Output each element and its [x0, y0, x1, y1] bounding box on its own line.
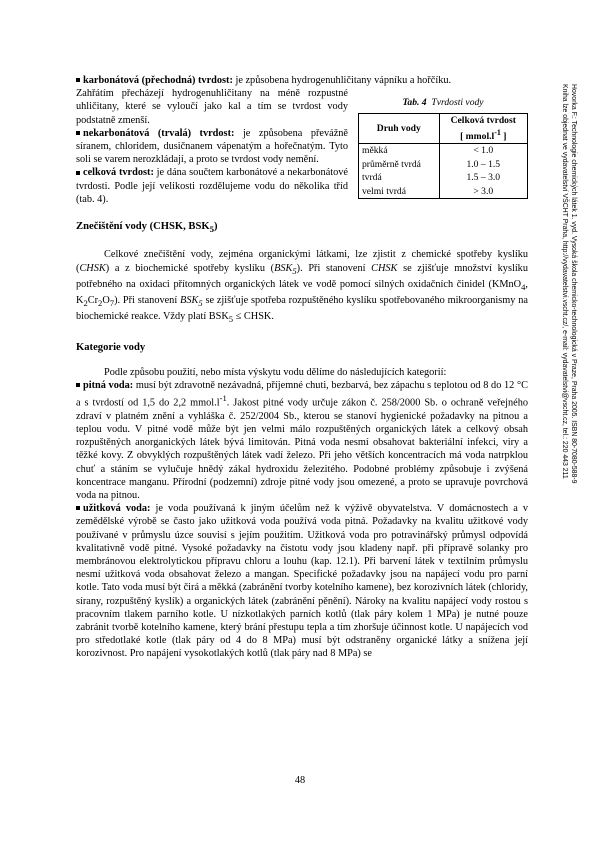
total-term: celková tvrdost:	[83, 167, 154, 179]
text-run: , K	[76, 278, 528, 307]
table-caption-label: Tab. 4	[402, 97, 427, 108]
bullet-square-icon	[76, 78, 80, 82]
hardness-table-box	[358, 96, 528, 199]
hardness-table	[358, 113, 528, 199]
total-text: je dána součtem karbonátové a nekarbonátové tvrdosti. Podle její velikosti rozdělujeme vodu do několika tříd (tab. 4).	[76, 167, 348, 205]
text-run: je voda používaná k jiným účelům než k výživě obyvatelstva. V domácnostech a v zemědělské výrobě se často jako užitková voda používá voda pitná. Požadavky na kvalitu užitkové vody používané v průmyslu úzce souvisí s jejím použitím. Užitková voda pro potravinářský průmysl odpovídá kvalitativně vodě pitné. Vysoké požadavky na čistotu vody jsou kladeny např. při přípravě solanky pro membránovou elektrolytickou přípravu chloru a louhu (kap. 12.1). Při barvení látek v textilním průmyslu nesmí užitková voda obsahovat železo a mangan. Specifické požadavky jsou na napájecí vodu pro parní kotle. Tato voda musí být čirá a měkká (zabránění tvorby kotelního kamene), bez korozivních látek (chloridy, sírany, rozpuštěný kyslík) a organických látek (zabránění pěnění). Nároky na kvalitu napájecí vody rostou s pracovním tlakem parního kotle. U nízkotlakých parních kotlů (tlak páry kolem 1 MPa) je nutné pouze zabránit tvorbě kotelního kamene, který brání přestupu tepla a tím zhoršuje účinnost kotle. U napájecích vod pro středotlaké kotle (tlak páry od 4 do 8 MPa) musí být odstraněny organické látky a snížena její korozivnost. Pro napájení vysokotlakých kotlů (tlak páry nad 8 MPa) se	[76, 503, 529, 660]
text-run: ). Při stanovení	[296, 262, 372, 274]
text-italic: CHSK	[79, 262, 106, 274]
utility-water-term: užitková voda:	[83, 503, 151, 515]
table-cell-value: > 3.0	[439, 185, 527, 199]
categories-heading: Kategorie vody	[76, 341, 146, 353]
text-run: . Jakost pitné vody určuje zákon č. 258/2000 Sb. o ochraně veřejného zdraví v platném znění a vyhláška č. 252/2004 Sb., kterou se stanoví hygienické požadavky na pitnou a teplou vodu. V pitné vodě může být jen velmi málo rozpuštěných organických látek a celkový obsah rozpuštěných anorganických látek bývá limitován. Pitná voda nesmí obsahovat bakteriální infekci, viry a těžké kovy. Z obvyklých rozpuštěných látek vadí železo. Při jeho větších koncentracích má voda natrpklou chuť a stáním se vylučuje hnědý zákal hydroxidu železitého. Podobné problémy způsobuje i zvýšená koncentrace manganu. Přírodní (podzemní) zdroje pitné vody jsou omezené, a proto se upravuje povrchová voda na pitnou.	[76, 397, 528, 501]
text-run: musí být zdravotně nezávadná, příjemné chuti, bezbarvá, bez zápachu s teplotou od 8 do 12 °C a s tvrdostí od 1,5 do 2,2 mmol.l	[76, 379, 528, 409]
table-row	[359, 144, 528, 158]
table-cell-value: 1.5 – 3.0	[439, 171, 527, 185]
total-hardness-paragraph	[76, 166, 348, 206]
table-caption-text: Tvrdosti vody	[431, 97, 484, 108]
text-run: se zjišťuje množství kyslíku potřebného na oxidaci přítomných organických látek ve vodě pomocí silných oxidačních činidel (KMnO	[76, 262, 528, 290]
table-header-total	[439, 114, 527, 144]
bullet-square-icon	[76, 506, 80, 510]
text-run: se zjišťuje spotřeba rozpuštěného kyslíku spotřebovaného mikroorganismy na biochemické reakce. Vždy platí BSK	[76, 295, 528, 323]
pollution-heading-end: )	[214, 221, 218, 233]
table-cell-kind: tvrdá	[359, 171, 440, 185]
citation-line-1: Hovorka F.: Technologie chemických látek 1. vyd. Vysoká škola chemicko-technologická v Praze, Praha 2005. ISBN 80-7080-588-9	[570, 84, 577, 484]
noncarbonate-hardness-paragraph	[76, 127, 348, 167]
text-run: ) a z biochemické spotřeby kyslíku (	[105, 262, 275, 274]
text-sub: 5	[228, 314, 234, 325]
text-run: O	[102, 295, 110, 307]
table-header-unit: [ mmol.l	[460, 130, 495, 142]
text-sub: 5	[198, 298, 203, 309]
text-sub: 4	[521, 281, 526, 292]
text-sub: 5	[292, 265, 297, 276]
text-sup: -1	[219, 393, 227, 404]
noncarbonate-text: je způsobena převážně síranem, chloridem, dusičnanem vápenatým a hořečnatým. Tyto soli se varem nerozkládají, a proto se tvrdost vody nemění.	[76, 127, 348, 166]
page-body	[76, 74, 528, 661]
pollution-heading-sub: 5	[209, 224, 215, 235]
text-italic	[180, 295, 203, 309]
text-italic: CHSK	[371, 262, 398, 274]
table-row	[359, 171, 528, 185]
wrapped-text-zone	[76, 87, 348, 206]
carbonate-continuation: Zahřátím přecházejí hydrogenuhličitany na méně rozpustné uhličitany, které se vyloučí jako kal a tím se tvrdost vody podstatně zmenší.	[76, 88, 348, 126]
text-sub: 2	[98, 298, 103, 309]
text-run: Celkové znečištění vody, zejména organickými látkami, lze zjistit z chemické spotřeby kyslíku (	[76, 249, 528, 274]
carbonate-term: karbonátová (přechodná) tvrdost:	[83, 75, 233, 86]
table-cell-kind: průměrně tvrdá	[359, 158, 440, 172]
table-header-total-label: Celková tvrdost	[450, 115, 516, 127]
table-cell-value: < 1.0	[439, 144, 527, 158]
noncarbonate-term: nekarbonátová (trvalá) tvrdost:	[83, 127, 235, 139]
carbonate-text: je způsobena hydrogenuhličitany vápníku a hořčíku.	[232, 75, 452, 86]
categories-intro: Podle způsobu použití, nebo místa výskytu vodu dělíme do následujících kategorií:	[104, 366, 447, 378]
text-sub: 2	[83, 298, 88, 309]
citation-line-2: Kniha lze objednat ve vydavatelství VŠCHT Praha, http://vydavatelstvi.vscht.cz/, e-mail: vydavatelstvi@vscht.cz, tel.: 220 443 211	[561, 84, 569, 479]
table-caption	[358, 96, 528, 109]
text-run: ≤ CHSK.	[233, 311, 274, 323]
table-cell-kind: velmi tvrdá	[359, 185, 440, 199]
text-italic	[274, 263, 297, 274]
table-cell-kind: měkká	[359, 144, 440, 158]
page-number: 48	[294, 775, 306, 786]
text-run: BSK	[274, 262, 293, 274]
drinking-water-paragraph	[76, 379, 528, 502]
text-run: Cr	[87, 295, 99, 307]
table-cell-value: 1.0 – 1.5	[439, 158, 527, 172]
table-header-kind: Druh vody	[359, 114, 440, 144]
utility-water-paragraph	[76, 502, 528, 660]
side-citation	[560, 84, 577, 544]
bullet-square-icon	[76, 171, 80, 175]
drinking-water-term: pitná voda:	[83, 379, 134, 391]
bullet-square-icon	[76, 383, 80, 387]
pollution-heading	[76, 220, 528, 236]
table-header-unit-end: ]	[500, 130, 507, 142]
table-header-unit-sup: -1	[494, 127, 501, 137]
pollution-paragraph	[76, 248, 528, 326]
text-sub: 7	[109, 298, 115, 309]
text-run: ). Při stanovení	[114, 295, 181, 307]
bullet-square-icon	[76, 131, 80, 135]
table-row	[359, 158, 528, 172]
table-row	[359, 185, 528, 199]
carbonate-hardness-paragraph	[76, 74, 528, 87]
text-run: BSK	[180, 295, 199, 307]
pollution-heading-text: Znečištění vody (CHSK, BSK	[76, 221, 210, 233]
